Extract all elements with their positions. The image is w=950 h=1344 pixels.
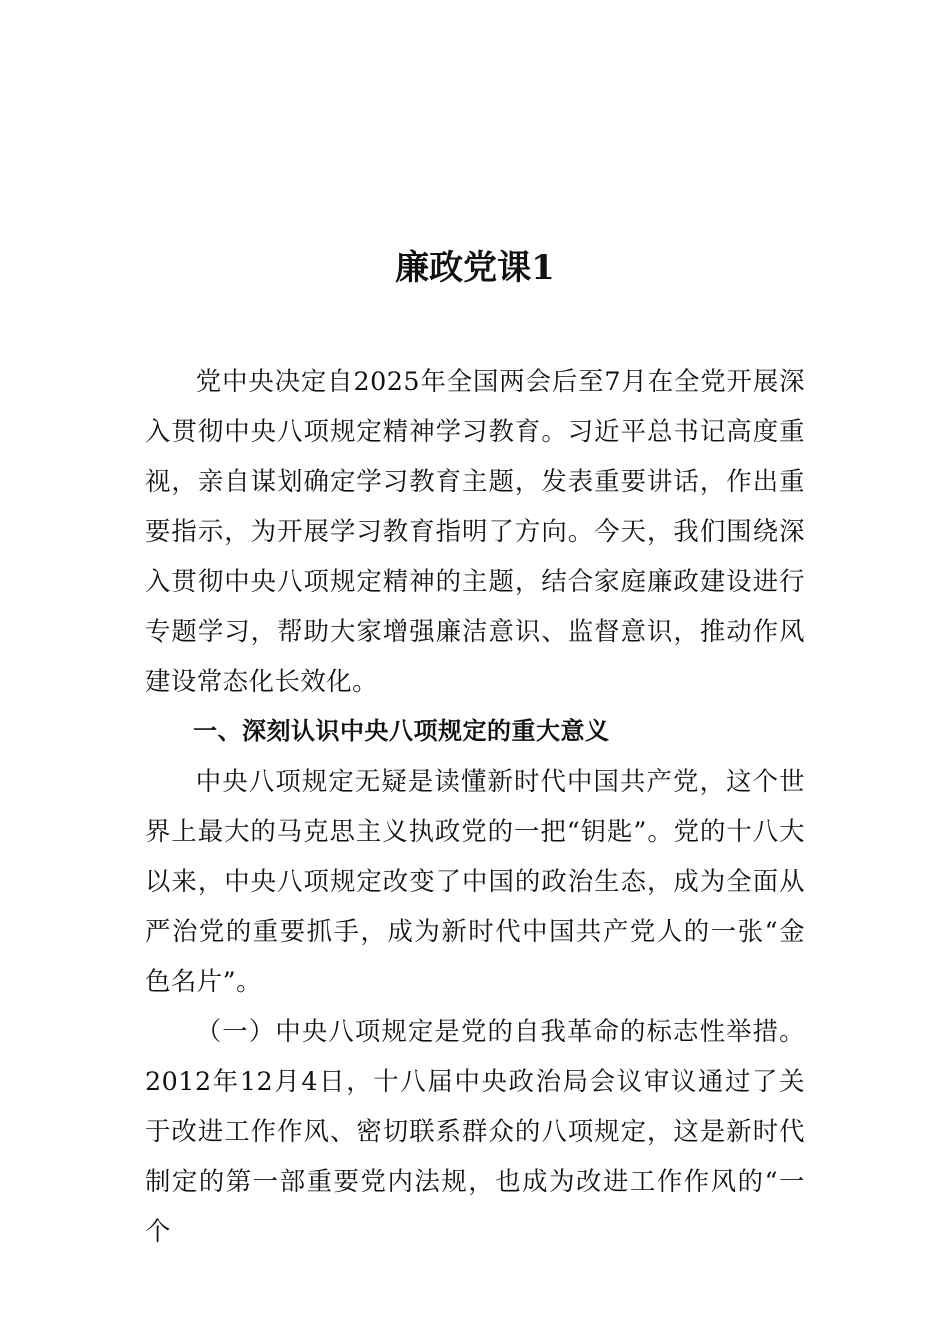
document-body	[145, 356, 805, 1256]
subsection-1-text: 2012年12月4日，十八届中央政治局会议审议通过了关于改进工作作风、密切联系群众的八项规定，这是新时代制定的第一部重要党内法规，也成为改进工作作风的“一个	[145, 1066, 805, 1246]
document-title: 廉政党课1	[395, 248, 555, 288]
section-heading-1: 一、深刻认识中央八项规定的重大意义	[193, 717, 610, 745]
subsection-heading-1: （一）中央八项规定是党的自我革命的标志性举措。	[195, 1016, 805, 1046]
subsection-1-paragraph	[145, 1006, 805, 1256]
section-1-paragraph: 中央八项规定无疑是读懂新时代中国共产党，这个世界上最大的马克思主义执政党的一把“钥匙”。党的十八大以来，中央八项规定改变了中国的政治生态，成为全面从严治党的重要抓手，成为新时代中国共产党人的一张“金色名片”。	[145, 766, 805, 996]
intro-paragraph: 党中央决定自2025年全国两会后至7月在全党开展深入贯彻中央八项规定精神学习教育。习近平总书记高度重视，亲自谋划确定学习教育主题，发表重要讲话，作出重要指示，为开展学习教育指明了方向。今天，我们围绕深入贯彻中央八项规定精神的主题，结合家庭廉政建设进行专题学习，帮助大家增强廉洁意识、监督意识，推动作风建设常态化长效化。	[145, 366, 805, 696]
